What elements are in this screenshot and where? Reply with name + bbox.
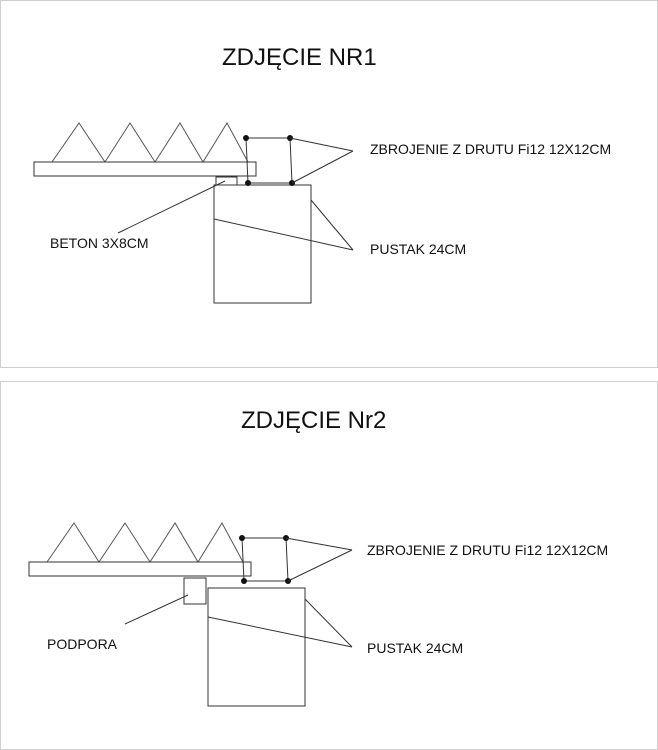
- rebar-dot: [241, 578, 247, 584]
- hollow-block: [208, 588, 305, 706]
- support-post: [184, 578, 206, 604]
- reinforcement-label: ZBROJENIE Z DRUTU Fi12 12X12CM: [367, 542, 609, 558]
- leader-line: [305, 599, 352, 647]
- leader-line: [125, 595, 188, 624]
- concrete-label: BETON 3X8CM: [50, 235, 149, 251]
- hollow-block: [214, 185, 311, 303]
- slab: [29, 562, 251, 576]
- figure-2-drawing: [1, 382, 657, 749]
- leader-line: [290, 138, 353, 151]
- figure-title: ZDJĘCIE NR1: [222, 44, 377, 71]
- support-label: PODPORA: [47, 636, 118, 652]
- leader-line: [288, 550, 352, 581]
- block-label: PUSTAK 24CM: [370, 241, 467, 257]
- leader-line: [286, 538, 352, 550]
- slab: [34, 162, 256, 176]
- figure-1-panel: [0, 0, 658, 368]
- leader-line: [292, 151, 353, 183]
- block-label: PUSTAK 24CM: [367, 640, 464, 656]
- slab-triangles: [52, 123, 248, 162]
- rebar-dot: [245, 180, 251, 186]
- rebar-dot: [239, 535, 245, 541]
- slab-triangles: [47, 523, 243, 562]
- reinforcement-label: ZBROJENIE Z DRUTU Fi12 12X12CM: [370, 141, 612, 157]
- figure-2-panel: [0, 381, 658, 750]
- rebar-dot: [243, 135, 249, 141]
- leader-line: [118, 181, 225, 233]
- figure-title: ZDJĘCIE Nr2: [241, 407, 387, 434]
